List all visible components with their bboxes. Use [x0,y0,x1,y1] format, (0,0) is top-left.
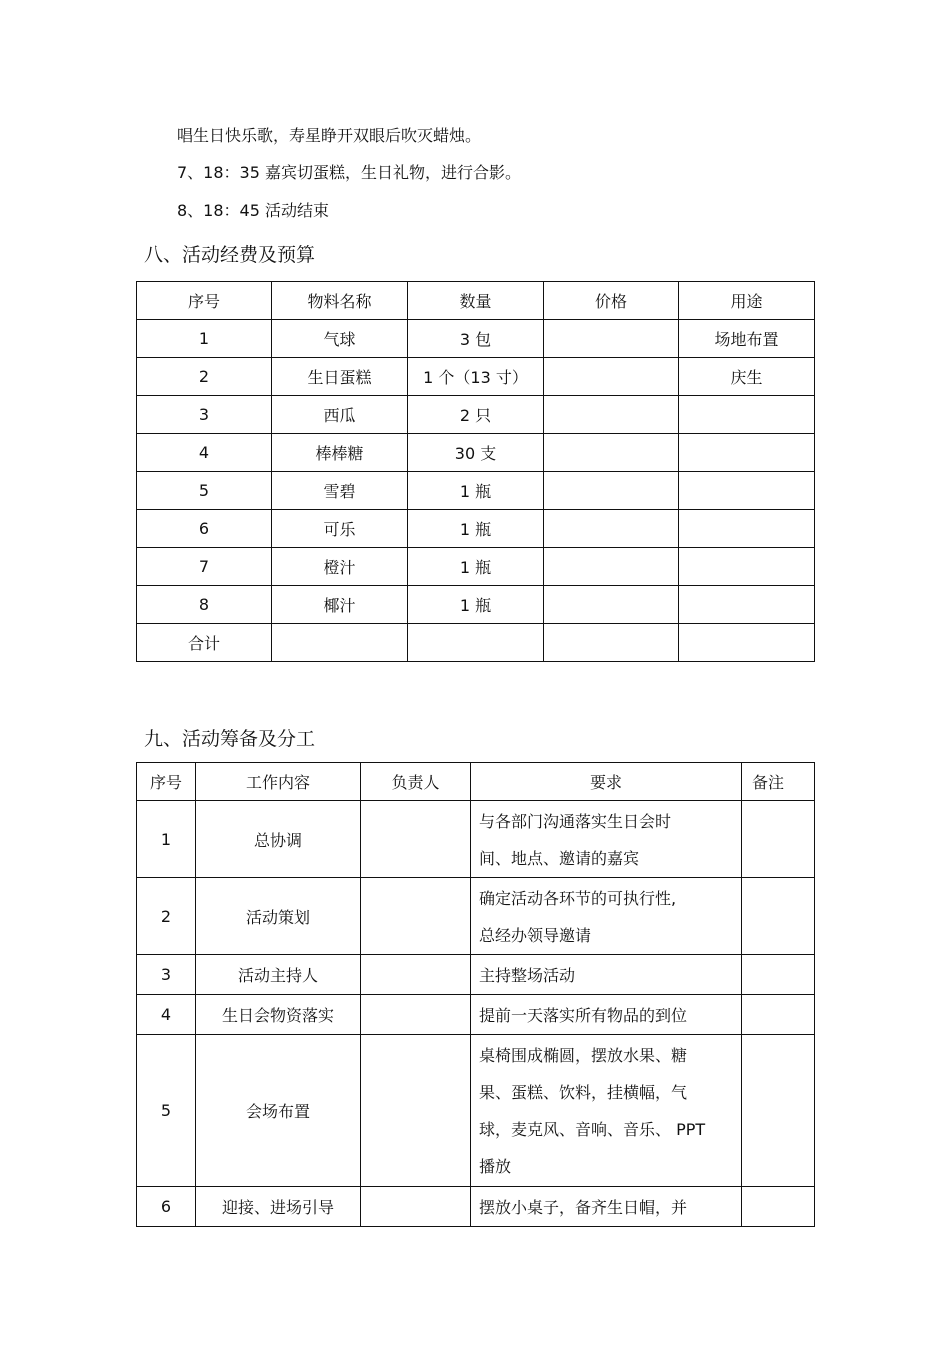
budget-cell [679,548,815,586]
tasks-row [137,955,815,995]
tasks-cell-owner [361,1187,471,1227]
tasks-cell-no: 2 [137,878,196,955]
req-line: 主持整场活动 [479,966,576,985]
budget-cell [544,358,679,396]
tasks-cell-content: 活动主持人 [196,955,361,995]
tasks-cell-owner [361,995,471,1035]
req-line: 与各部门沟通落实生日会时 [479,812,672,831]
budget-cell: 气球 [272,320,408,358]
budget-header-cell: 数量 [408,282,544,320]
budget-row [137,472,815,510]
tasks-header-cell: 序号 [137,763,196,801]
budget-cell: 5 [137,472,272,510]
budget-header-cell: 用途 [679,282,815,320]
budget-cell [679,586,815,624]
tasks-cell-no: 5 [137,1035,196,1187]
budget-cell: 雪碧 [272,472,408,510]
budget-cell [679,396,815,434]
tasks-cell-no: 4 [137,995,196,1035]
budget-row [137,396,815,434]
tasks-cell-owner [361,878,471,955]
req-line: 确定活动各环节的可执行性, [479,889,677,908]
req-line: 间、地点、邀请的嘉宾 [479,849,640,868]
tasks-cell-note [742,1187,815,1227]
budget-row [137,548,815,586]
budget-cell [272,624,408,662]
budget-cell [544,586,679,624]
budget-cell [544,624,679,662]
tasks-cell-note [742,878,815,955]
tasks-row [137,995,815,1035]
budget-cell: 3 包 [408,320,544,358]
tasks-cell-req [471,801,742,878]
tasks-cell-no: 6 [137,1187,196,1227]
schedule-line-1: 唱生日快乐歌，寿星睁开双眼后吹灭蜡烛。 [177,126,482,145]
budget-cell [679,434,815,472]
tasks-cell-content: 会场布置 [196,1035,361,1187]
budget-row [137,586,815,624]
budget-cell [544,320,679,358]
req-line: 果、蛋糕、饮料，挂横幅，气 [479,1083,688,1102]
budget-header-cell: 序号 [137,282,272,320]
budget-table [136,281,815,662]
budget-cell: 1 瓶 [408,548,544,586]
budget-row [137,358,815,396]
budget-cell: 生日蛋糕 [272,358,408,396]
budget-cell: 2 [137,358,272,396]
tasks-cell-note [742,801,815,878]
tasks-cell-owner [361,1035,471,1187]
req-line: 球，麦克风、音响、音乐、 PPT [479,1120,706,1139]
budget-cell: 1 瓶 [408,510,544,548]
tasks-cell-note [742,1035,815,1187]
budget-header-cell: 物料名称 [272,282,408,320]
budget-row [137,434,815,472]
tasks-cell-no: 1 [137,801,196,878]
budget-cell: 3 [137,396,272,434]
budget-header-row [137,282,815,320]
tasks-row [137,1187,815,1227]
budget-cell: 西瓜 [272,396,408,434]
tasks-cell-note [742,995,815,1035]
budget-cell: 椰汁 [272,586,408,624]
budget-cell [679,624,815,662]
budget-heading: 八、活动经费及预算 [144,244,316,266]
req-line: 摆放小桌子，备齐生日帽，并 [479,1198,688,1217]
tasks-table [136,762,815,1227]
tasks-header-cell: 备注 [742,763,815,801]
schedule-line-2: 7、18：35 嘉宾切蛋糕，生日礼物，进行合影。 [177,163,521,182]
budget-row [137,320,815,358]
tasks-cell-owner [361,801,471,878]
budget-cell [544,396,679,434]
budget-cell: 6 [137,510,272,548]
tasks-cell-no: 3 [137,955,196,995]
budget-cell: 1 瓶 [408,586,544,624]
tasks-cell-req [471,1035,742,1187]
budget-cell: 场地布置 [679,320,815,358]
tasks-cell-req [471,955,742,995]
budget-cell [408,624,544,662]
tasks-row [137,878,815,955]
tasks-header-cell: 负责人 [361,763,471,801]
budget-cell: 1 个（13 寸） [408,358,544,396]
tasks-header-row [137,763,815,801]
req-line: 桌椅围成椭圆，摆放水果、糖 [479,1046,688,1065]
schedule-line-3: 8、18：45 活动结束 [177,201,329,220]
budget-cell [679,472,815,510]
budget-cell: 4 [137,434,272,472]
budget-cell [544,472,679,510]
req-line: 提前一天落实所有物品的到位 [479,1006,688,1025]
tasks-cell-note [742,955,815,995]
budget-cell [544,548,679,586]
budget-cell: 棒棒糖 [272,434,408,472]
budget-cell: 1 瓶 [408,472,544,510]
tasks-row [137,801,815,878]
tasks-header-cell: 工作内容 [196,763,361,801]
budget-row [137,624,815,662]
req-line: 总经办领导邀请 [479,926,592,945]
budget-cell: 7 [137,548,272,586]
tasks-cell-content: 总协调 [196,801,361,878]
budget-cell [544,510,679,548]
tasks-cell-req [471,1187,742,1227]
budget-row [137,510,815,548]
tasks-cell-content: 生日会物资落实 [196,995,361,1035]
tasks-header-cell: 要求 [471,763,742,801]
budget-cell: 合计 [137,624,272,662]
tasks-cell-req [471,878,742,955]
budget-cell: 30 支 [408,434,544,472]
tasks-cell-owner [361,955,471,995]
budget-cell: 1 [137,320,272,358]
tasks-row [137,1035,815,1187]
budget-cell: 可乐 [272,510,408,548]
tasks-cell-req [471,995,742,1035]
budget-cell [544,434,679,472]
tasks-heading: 九、活动筹备及分工 [144,728,316,750]
budget-cell: 庆生 [679,358,815,396]
budget-cell: 8 [137,586,272,624]
tasks-cell-content: 迎接、进场引导 [196,1187,361,1227]
budget-cell: 2 只 [408,396,544,434]
budget-header-cell: 价格 [544,282,679,320]
budget-cell: 橙汁 [272,548,408,586]
budget-cell [679,510,815,548]
tasks-cell-content: 活动策划 [196,878,361,955]
req-line: 播放 [479,1157,512,1176]
